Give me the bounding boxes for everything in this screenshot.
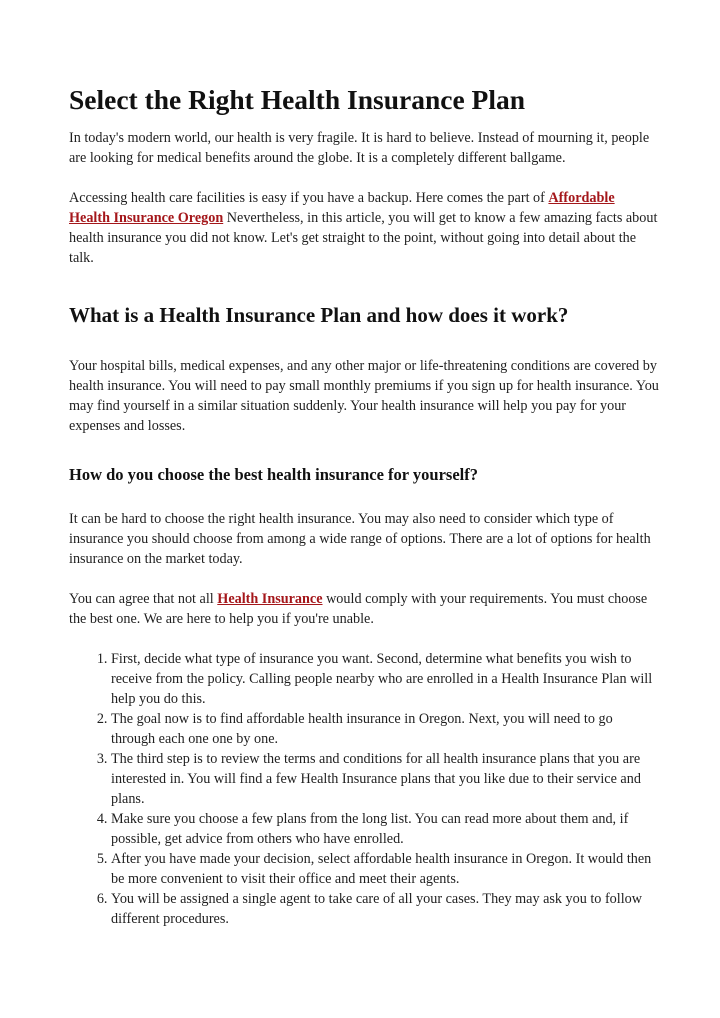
intro-paragraph-1: In today's modern world, our health is very fragile. It is hard to believe. Instead of mourning it, people are looking for medical benefits around the globe. It is a completely different ballgame.: [69, 130, 650, 166]
section2-paragraph-2: [69, 589, 659, 629]
section-heading-how-it-works: What is a Health Insurance Plan and how does it work?: [69, 303, 569, 327]
health-insurance-link[interactable]: Health Insurance: [217, 591, 323, 607]
section2-p2-text-before: You can agree that not all: [69, 591, 218, 607]
steps-list: [69, 649, 659, 929]
page-title: Select the Right Health Insurance Plan: [69, 84, 526, 115]
affordable-health-insurance-oregon-link[interactable]: Affordable Health Insurance Oregon: [69, 190, 615, 226]
intro-p2-text-before: Accessing health care facilities is easy if you have a backup. Here comes the part of: [69, 190, 549, 206]
list-item: 5. After you have made your decision, select affordable health insurance in Oregon. It would then be more convenient to visit their office and meet their agents.: [111, 849, 659, 889]
list-item: 1. First, decide what type of insurance you want. Second, determine what benefits you wish to receive from the policy. Calling people nearby who are enrolled in a Health Insurance Plan will help you do this.: [111, 649, 659, 709]
section-heading-choose-best: How do you choose the best health insurance for yourself?: [69, 465, 478, 484]
list-item: 3. The third step is to review the terms and conditions for all health insurance plans that you are interested in. You will find a few Health Insurance plans that you like due to their service and plans.: [111, 749, 659, 809]
list-item: 6. You will be assigned a single agent to take care of all your cases. They may ask you to follow different procedures.: [111, 889, 659, 929]
section2-p2-text-after: would comply with your requirements. You must choose the best one. We are here to help you if you're unable.: [69, 591, 648, 627]
section2-paragraph-1: It can be hard to choose the right health insurance. You may also need to consider which type of insurance you should choose from among a wide range of options. There are a lot of options for health insurance on the market today.: [69, 511, 651, 567]
section1-paragraph: Your hospital bills, medical expenses, and any other major or life-threatening conditions are covered by health insurance. You will need to pay small monthly premiums if you sign up for health insurance. You may find yourself in a similar situation suddenly. Your health insurance will help you pay for your expenses and losses.: [69, 358, 659, 434]
list-item: 2. The goal now is to find affordable health insurance in Oregon. Next, you will need to go through each one one by one.: [111, 709, 659, 749]
intro-p2-text-after: Nevertheless, in this article, you will get to know a few amazing facts about health insurance you did not know. Let's get straight to the point, without going into detail about the talk.: [69, 210, 658, 266]
intro-paragraph-2: [69, 188, 659, 268]
list-item: 4. Make sure you choose a few plans from the long list. You can read more about them and, if possible, get advice from others who have enrolled.: [111, 809, 659, 849]
document-page: [69, 82, 659, 929]
